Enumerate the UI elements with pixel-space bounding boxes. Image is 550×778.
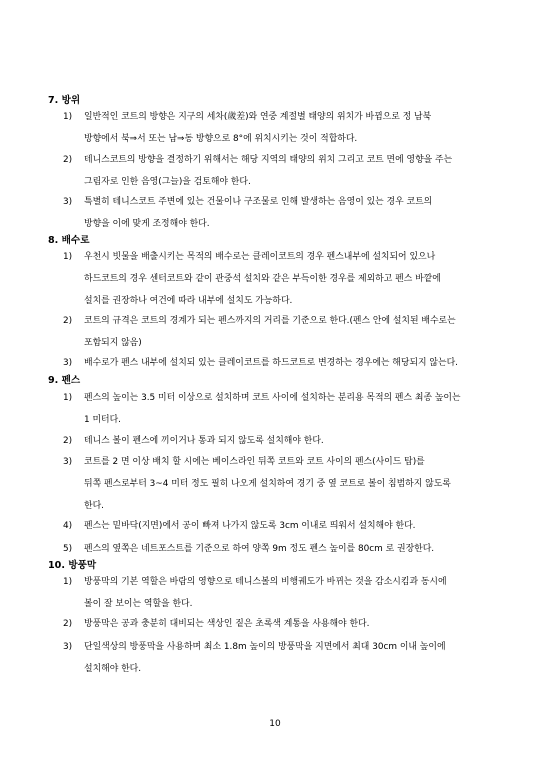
item-text: 그림자로 인한 음영(그늘)을 검토해야 한다. bbox=[84, 177, 251, 187]
item-text: 방향에서 북⇒서 또는 남⇒동 방향으로 8°에 위치시키는 것이 적합하다. bbox=[84, 134, 358, 144]
item-number: 3) bbox=[63, 642, 73, 652]
item-text: 테니스코트의 방향을 결정하기 위해서는 해당 지역의 태양의 위치 그리고 코트 면에 영향을 주는 bbox=[84, 155, 453, 165]
item-text: 포함되지 않음) bbox=[84, 338, 142, 348]
item-number: 3) bbox=[63, 457, 73, 467]
section-title: 7. 방위 bbox=[48, 95, 81, 106]
item-text: 일반적인 코트의 방향은 지구의 세차(歲差)와 연중 계절별 태양의 위치가 바뀜으로 정 남북 bbox=[84, 112, 432, 122]
item-number: 2) bbox=[63, 436, 73, 446]
item-text: 펜스의 높이는 3.5 미터 이상으로 설치하며 코트 사이에 설치하는 분리용 목적의 펜스 최종 높이는 bbox=[84, 393, 461, 403]
item-text: 한다. bbox=[84, 501, 104, 511]
item-text: 하드코트의 경우 센터코트와 같이 관중석 설치와 같은 부득이한 경우를 제외하고 펜스 바깥에 bbox=[84, 274, 441, 284]
section-title: 10. 방풍막 bbox=[48, 560, 97, 571]
item-text: 단일색상의 방풍막을 사용하며 최소 1.8m 높이의 방풍막을 지면에서 최대 30cm 이내 높이에 bbox=[84, 642, 446, 652]
item-text: 방풍막의 기본 역할은 바람의 영향으로 테니스볼의 비행궤도가 바뀌는 것을 감소시킴과 동시에 bbox=[84, 577, 447, 587]
item-number: 3) bbox=[63, 197, 73, 207]
item-number: 2) bbox=[63, 155, 73, 165]
item-text: 코트를 2 면 이상 배치 할 시에는 베이스라인 뒤쪽 코트와 코트 사이의 펜스(사이드 탑)를 bbox=[84, 457, 425, 467]
item-number: 1) bbox=[63, 577, 73, 587]
item-text: 볼이 잘 보이는 역할을 한다. bbox=[84, 599, 193, 609]
item-text: 펜스의 옆쪽은 네트포스트를 기준으로 하여 양쪽 9m 정도 펜스 높이를 80cm 로 권장한다. bbox=[84, 544, 435, 554]
section-title: 8. 배수로 bbox=[48, 235, 90, 246]
item-number: 2) bbox=[63, 619, 73, 629]
item-text: 방풍막은 공과 충분히 대비되는 색상인 짙은 초록색 계통을 사용해야 한다. bbox=[84, 619, 370, 629]
item-number: 5) bbox=[63, 544, 73, 554]
item-text: 배수로가 펜스 내부에 설치되 있는 클레이코트를 하드코트로 변경하는 경우에는 해당되지 않는다. bbox=[84, 358, 458, 368]
item-number: 1) bbox=[63, 393, 73, 403]
section-title: 9. 펜스 bbox=[48, 375, 81, 386]
item-number: 3) bbox=[63, 358, 73, 368]
item-text: 우천시 빗물을 배출시키는 목적의 배수로는 클레이코트의 경우 펜스내부에 설치되어 있으나 bbox=[84, 252, 436, 262]
item-text: 1 미터다. bbox=[84, 415, 122, 425]
item-text: 펜스는 밑바닥(지면)에서 공이 빠져 나가지 않도록 3cm 이내로 띄워서 설치해야 한다. bbox=[84, 521, 416, 531]
item-text: 뒤쪽 펜스로부터 3~4 미터 정도 필히 나오게 설치하여 경기 중 옆 코트로 볼이 침범하지 않도록 bbox=[84, 479, 451, 489]
item-number: 2) bbox=[63, 316, 73, 326]
item-text: 설치를 권장하나 여건에 따라 내부에 설치도 가능하다. bbox=[84, 296, 293, 306]
item-number: 4) bbox=[63, 521, 73, 531]
item-text: 설치해야 한다. bbox=[84, 664, 142, 674]
item-text: 테니스 볼이 펜스에 끼이거나 통과 되지 않도록 설치해야 한다. bbox=[84, 436, 324, 446]
item-text: 방향을 이에 맞게 조정해야 한다. bbox=[84, 219, 210, 229]
item-text: 특별히 테니스코트 주변에 있는 건물이나 구조물로 인해 발생하는 음영이 있는 경우 코트의 bbox=[84, 197, 433, 207]
page-number: 10 bbox=[269, 719, 281, 729]
item-text: 코트의 규격은 코트의 경계가 되는 펜스까지의 거리를 기준으로 한다.(펜스 안에 설치된 배수로는 bbox=[84, 316, 456, 326]
item-number: 1) bbox=[63, 252, 73, 262]
item-number: 1) bbox=[63, 112, 73, 122]
